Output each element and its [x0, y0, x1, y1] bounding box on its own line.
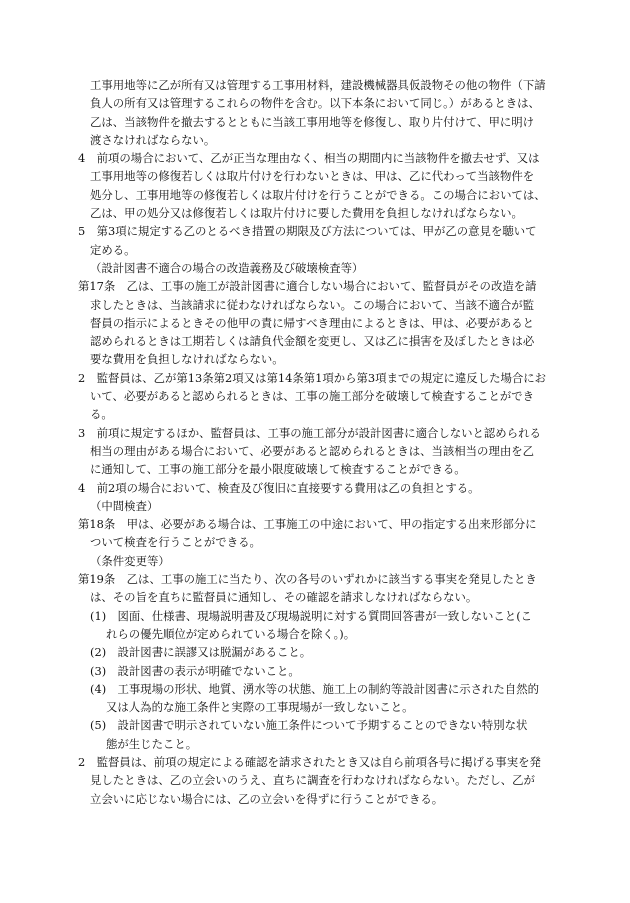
text-line: 負人の所有又は管理するこれらの物件を含む。以下本条において同じ。）があるときは、 — [90, 96, 540, 111]
text-line: 4 前2項の場合において、検査及び復旧に直接要する費用は乙の負担とする。 — [78, 480, 480, 495]
text-line: (5) 設計図書で明示されていない施工条件について予期することのできない特別な状 — [90, 718, 528, 733]
text-line: 乙は、当該物件を撤去するとともに当該工事用地等を修復し、取り片付けて、甲に明け — [90, 114, 535, 129]
text-line: 督員の指示によるときその他甲の責に帰すべき理由によるときは、甲は、必要があると — [90, 315, 535, 330]
text-line: 3 前項に規定するほか、監督員は、工事の施工部分が設計図書に適合しないと認められる — [78, 425, 541, 440]
text-line: 求したときは、当該請求に従わなければならない。この場合において、当該不適合が監 — [90, 297, 535, 312]
text-line: (2) 設計図書に誤謬又は脱漏があること。 — [90, 645, 312, 660]
text-line: 認められるときは工期若しくは請負代金額を変更し、又は乙に損害を及ぼしたときは必 — [90, 334, 535, 349]
text-line: 相当の理由がある場合において、必要があると認められるときは、当該相当の理由を乙 — [90, 443, 535, 458]
text-line: (3) 設計図書の表示が明確でないこと。 — [90, 663, 300, 678]
text-line: (1) 図面、仕様書、現場説明書及び現場説明に対する質問回答書が一致しないこと(こ — [90, 608, 533, 623]
text-line: 処分し、工事用地等の修復若しくは取片付けを行うことができる。この場合においては、 — [90, 187, 546, 202]
text-line: 見したときは、乙の立会いのうえ、直ちに調査を行わなければならない。ただし、乙が — [90, 773, 535, 788]
text-line: 又は人為的な施工条件と実際の工事現場が一致しないこと。 — [106, 700, 414, 715]
text-line: 定める。 — [90, 242, 136, 257]
text-line: 態が生じたこと。 — [106, 736, 198, 751]
text-line: いて、必要があると認められるときは、工事の施工部分を破壊して検査することができ — [90, 389, 535, 404]
text-line: 工事用地等の修復若しくは取片付けを行わないときは、甲は、乙に代わって当該物件を — [90, 169, 535, 184]
text-line: (4) 工事現場の形状、地質、湧水等の状態、施工上の制約等設計図書に示された自然的 — [90, 681, 539, 696]
document-body — [78, 76, 552, 808]
text-line: 第19条 乙は、工事の施工に当たり、次の各号のいずれかに該当する事実を発見したとき — [78, 572, 537, 587]
text-line: れらの優先順位が定められている場合を除く。)。 — [106, 626, 356, 641]
text-line: （中間検査） — [90, 498, 159, 513]
text-line: ついて検査を行うことができる。 — [90, 535, 261, 550]
text-line: 乙は、甲の処分又は修復若しくは取片付けに要した費用を負担しなければならない。 — [90, 206, 523, 221]
text-line: 渡さなければならない。 — [90, 132, 216, 147]
text-line: に通知して、工事の施工部分を最小限度破壊して検査することができる。 — [90, 462, 466, 477]
text-line: 第17条 乙は、工事の施工が設計図書に適合しない場合において、監督員がその改造を請 — [78, 279, 537, 294]
text-line: 立会いに応じない場合には、乙の立会いを得ずに行うことができる。 — [90, 791, 444, 806]
text-line: 工事用地等に乙が所有又は管理する工事用材料，建設機械器具仮設物その他の物件（下請 — [90, 78, 546, 92]
text-line: （条件変更等） — [90, 553, 170, 568]
text-line: 第18条 甲は、必要がある場合は、工事施工の中途において、甲の指定する出来形部分に — [78, 517, 537, 532]
text-line: 5 第3項に規定する乙のとるべき措置の期限及び方法については、甲が乙の意見を聴いて — [78, 224, 537, 239]
text-line: 4 前項の場合において、乙が正当な理由なく、相当の期間内に当該物件を撤去せず、又は — [78, 151, 540, 166]
text-line: （設計図書不適合の場合の改造義務及び破壊検査等） — [90, 260, 364, 275]
text-line: は、その旨を直ちに監督員に通知し、その確認を請求しなければならない。 — [90, 590, 478, 605]
text-line: 要な費用を負担しなければならない。 — [90, 352, 284, 367]
text-line: 2 監督員は、前項の規定による確認を請求されたとき又は自ら前項各号に掲げる事実を発 — [78, 754, 541, 769]
text-line: る。 — [90, 407, 113, 422]
text-line: 2 監督員は、乙が第13条第2項又は第14条第1項から第3項までの規定に違反した場合にお — [78, 370, 547, 385]
